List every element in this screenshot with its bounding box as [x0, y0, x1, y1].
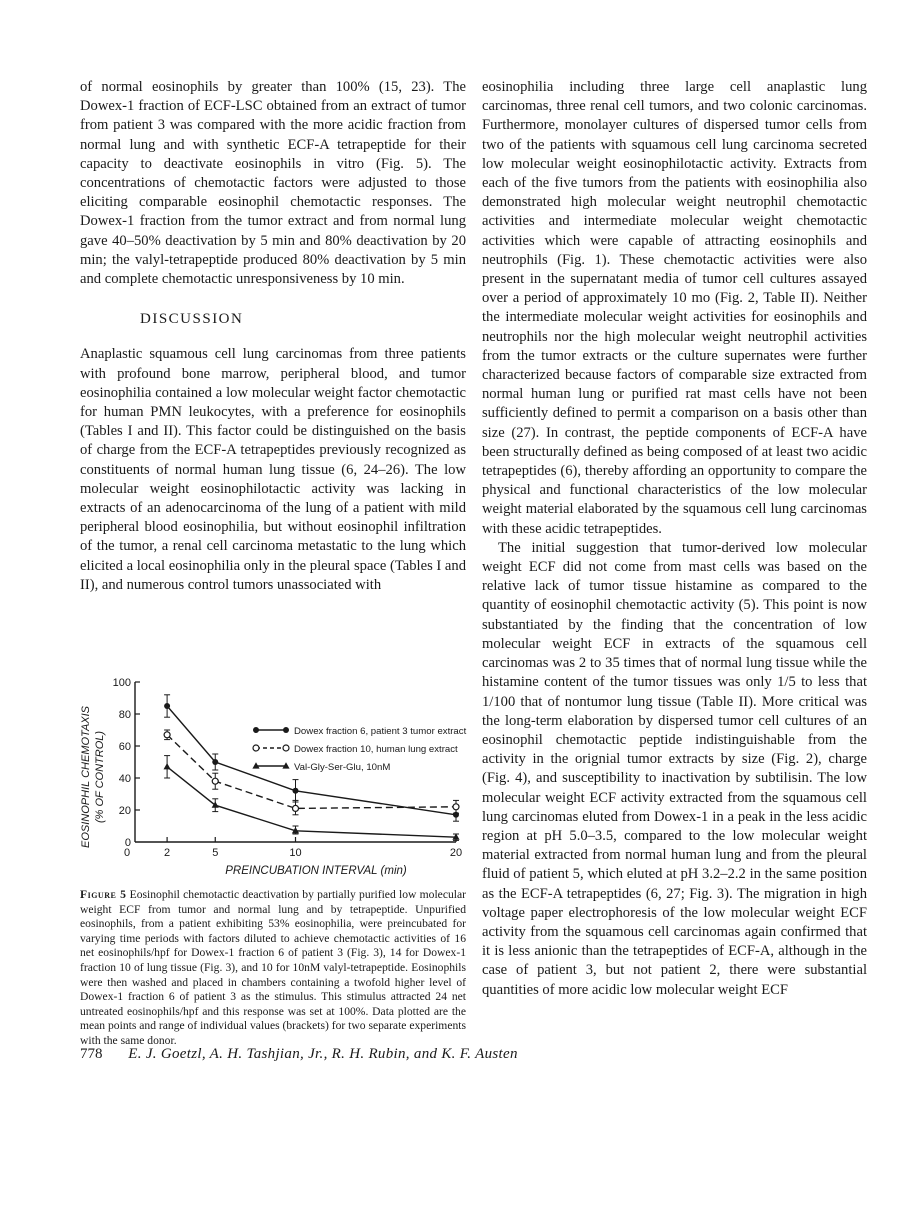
x-tick-label: 5 [212, 847, 219, 859]
legend-label: Dowex fraction 10, human lung extract [294, 744, 458, 755]
data-point [453, 804, 459, 810]
data-point [293, 805, 299, 811]
x-tick-label: 0 [123, 847, 131, 859]
data-point [164, 703, 170, 709]
data-point [283, 727, 289, 733]
data-point [293, 788, 299, 794]
y-axis-label-units: (% OF CONTROL) [94, 730, 106, 824]
y-tick-label: 60 [118, 741, 131, 753]
section-heading: DISCUSSION [140, 311, 244, 328]
paragraph: Anaplastic squamous cell lung carcinomas from three patients with profound bone marrow, peripheral blood, and tumor eosinophilia contained a low molecular weight factor chemotactic for human PMN leukocytes, with a preference for eosinophils (Tables I and II). This factor could be distinguished on the basis of charge from the ECF-A tetrapeptides previously recognized as constituents of normal human lung tissue (6, 24–26). The low molecular weight eosinophilotactic activity was lacking in extracts of an adenocarcinoma of the lung of a patient with mild peripheral blood eosinophilia, but without eosinophil infiltration of the tumor, a renal cell carcinoma metastatic to the lung which elicited a local eosinophilia only in the pleural space (Tables I and II), and numerous control tumors unassociated with [80, 346, 466, 593]
legend-label: Dowex fraction 6, patient 3 tumor extract [294, 726, 467, 737]
paragraph: of normal eosinophils by greater than 100% (15, 23). The Dowex-1 fraction of ECF-LSC obtained from an extract of tumor from patient 3 was compared with the more acidic fraction from normal lung and with synthetic ECF-A tetrapeptide for their capacity to deactivate eosinophils in vitro (Fig. 5). The concentrations of chemotactic factors were adjusted to those eliciting comparable eosinophil chemotactic responses. The Dowex-1 fraction from the tumor extract and from normal lung gave 40–50% deactivation by 5 min and 80% deactivation by 20 min; the valyl-tetrapeptide produced 80% deactivation by 5 min and complete chemotactic unresponsiveness by 10 min. [80, 79, 466, 288]
running-authors: E. J. Goetzl, A. H. Tashjian, Jr., R. H. Rubin, and K. F. Austen [128, 1046, 518, 1062]
y-tick-label: 80 [118, 709, 131, 721]
data-point [283, 745, 289, 751]
data-point [253, 727, 259, 733]
y-tick-label: 0 [124, 837, 131, 849]
y-tick-label: 40 [118, 773, 131, 785]
data-point [164, 763, 171, 769]
right-column [482, 78, 867, 1000]
x-tick-label: 10 [289, 847, 302, 859]
x-tick-label: 2 [164, 847, 171, 859]
left-column [80, 78, 466, 595]
y-tick-label: 20 [118, 805, 131, 817]
paragraph: The initial suggestion that tumor-derived low molecular weight ECF did not come from mast cells was based on the relative lack of tumor tissue histamine as compared to the quantity of eosinophil chemotactic activity (5). This point is now substantiated by the finding that the concentration of low molecular weight ECF in extracts of the squamous cell carcinomas was 2 to 35 times that of normal lung tissue while the histamine content of the tumor tissues was only 1/5 to less that 1/100 that of nontumor lung tissue (Table II). More critical was the long-term elaboration by dispersed tumor cell cultures of an eosinophil chemotactic peptide indistinguishable from the activity in the orignial tumor extracts by size (Fig. 2), charge (Fig. 4), and susceptibility to inactivation by subtilisin. The low molecular weight ECF activity extracted from the squamous cell lung carcinomas eluted from Dowex-1 in a peak in the less acidic region at pH 5.0–3.5, compared to the low molecular weight material extracted from normal human lung and from the pleural fluid of patient 5, which eluted at pH 3.2–2.2 in the same position as the ECF-A tetrapeptides (6, 27; Fig. 3). The migration in high voltage paper electrophoresis of the low molecular weight ECF activity from the squamous cell carcinomas again confirmed that it is less anionic than the tetrapeptides of ECF-A, although in the case of patient 3, but not patient 2, there were substantial quantities of more acidic low molecular weight ECF [482, 539, 867, 998]
page-number: 778 [80, 1046, 103, 1062]
y-tick-label: 100 [112, 677, 131, 689]
series-line [167, 706, 456, 815]
page-footer [80, 1046, 840, 1063]
figure-caption [80, 888, 466, 1049]
x-tick-label: 20 [449, 847, 463, 859]
y-axis-label: EOSINOPHIL CHEMOTAXIS [80, 705, 92, 849]
caption-text: Eosinophil chemotactic deactivation by partially purified low molecular weight ECF from tumor and normal lung and by tetrapeptide. Unpurified eosinophils, from a patient exhibiting 53% eosinophilia, were preincubated for varying time periods with factors diluted to achieve chemotactic activities of 16 net eosinophils/hpf for Dowex-1 fraction 6 of patient 3 (Fig. 3), 14 for Dowex-1 fraction 10 of lung tissue (Fig. 3), and 10 for 10nM valyl-tetrapeptide. Eosinophils were then washed and placed in chambers containing a twofold higher level of Dowex-1 fraction 6 of patient 3 as the stimulus. This stimulus attracted 24 net untreated eosinophils/hpf and this response was set at 100%. Data plotted are the mean points and range of individual values (brackets) for two separate experiments with the same donor. [80, 888, 467, 1047]
data-point [164, 732, 170, 738]
figure-label: Figure 5 [80, 888, 127, 901]
figure-5-chart [76, 662, 472, 882]
chart-legend [252, 726, 466, 773]
data-point [212, 778, 218, 784]
data-point [212, 759, 218, 765]
data-point [253, 745, 259, 751]
x-axis-label: PREINCUBATION INTERVAL (min) [225, 865, 407, 877]
paragraph: eosinophilia including three large cell anaplastic lung carcinomas, three renal cell tumors, and two colonic carcinomas. Furthermore, monolayer cultures of dispersed tumor cells from two of the patients with squamous cell lung carcinoma secreted low molecular weight eosinophilotactic activity. Extracts from each of the five tumors from the patients with eosinophilia also demonstrated high molecular weight neutrophil chemotactic activities and intermediate molecular weight chemotactic activities which were capable of attracting eosinophils and neutrophils (Fig. 1). These chemotactic activities were also present in the supernatant media of tumor cell cultures assayed over a period of approximately 10 mo (Fig. 2, Table II). Neither the intermediate molecular weight activities for eosinophils and neutrophils nor the high molecular weight neutrophil activities from the tumor extracts or the culture supernates were further characterized because factors of comparable size extracted from normal human lung or purified rat mast cells have not been sufficiently defined to permit a comparison on a basis other than size (27). In contrast, the peptide components of ECF-A have been structurally defined as being composed of at least two acidic tetrapeptides (6), thereby affording an opportunity to compare the physical and functional characteristics of the low molecular weight material elaborated by the squamous cell lung carcinomas with these acidic tetrapeptides. [482, 79, 867, 537]
legend-label: Val-Gly-Ser-Glu, 10nM [294, 762, 391, 773]
